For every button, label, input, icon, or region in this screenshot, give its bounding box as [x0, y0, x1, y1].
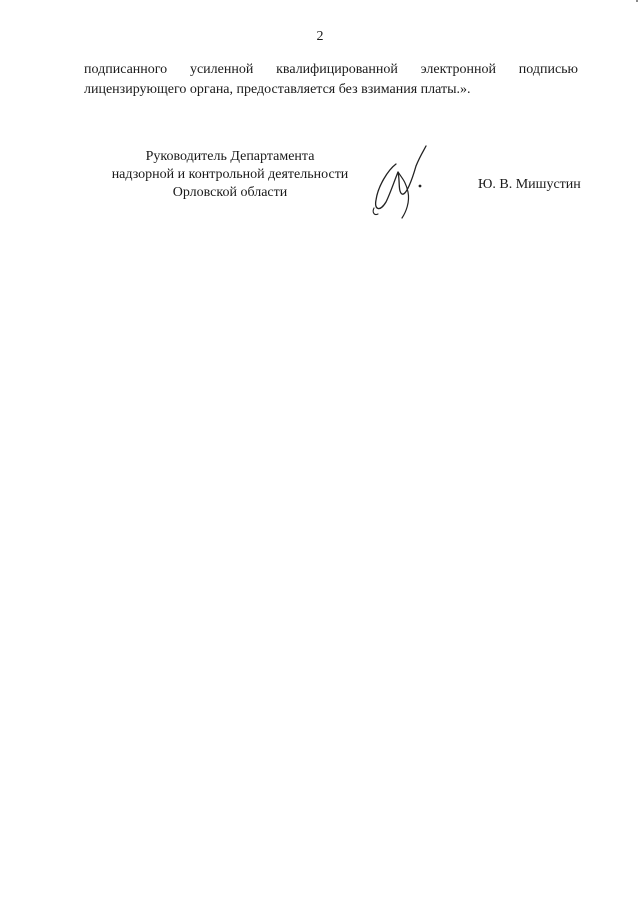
position-line-1: Руководитель Департамента	[145, 149, 315, 164]
handwritten-signature	[368, 142, 438, 222]
position-line-2: надзорной и контрольной деятельности	[111, 167, 349, 182]
signatory-position	[80, 148, 380, 202]
paragraph-line-1: подписанного усиленной квалифицированной электронной подписью	[84, 62, 578, 77]
position-line-3: Орловской области	[172, 185, 288, 200]
paragraph-line-2: лицензирующего органа, предоставляется без взимания платы.».	[84, 82, 471, 97]
page-number: 2	[316, 29, 324, 44]
scan-artifact	[636, 0, 638, 2]
signatory-name: Ю. В. Мишустин	[478, 177, 581, 192]
